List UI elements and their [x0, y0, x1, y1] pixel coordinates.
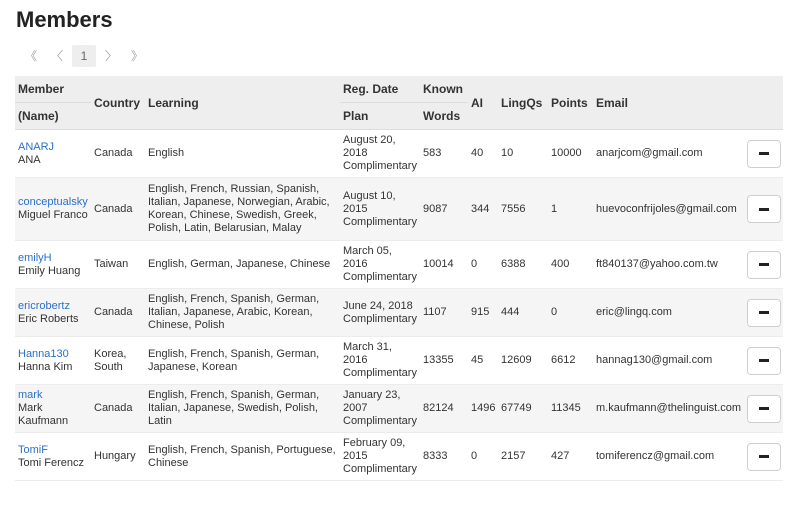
remove-member-button[interactable] — [747, 195, 781, 223]
email-cell: hannag130@gmail.com — [593, 337, 740, 385]
email-cell: anarjcom@gmail.com — [593, 130, 740, 178]
remove-member-button[interactable] — [747, 251, 781, 279]
learning-cell: English, French, Spanish, German, Italian, Japanese, Arabic, Korean, Chinese, Polish — [145, 289, 340, 337]
lingqs-cell: 444 — [498, 289, 548, 337]
reg-date-cell — [340, 241, 420, 289]
country-cell: Canada — [91, 178, 145, 241]
column-header-plan[interactable]: Plan — [340, 103, 420, 130]
minus-icon — [759, 152, 769, 155]
reg-date: February 09, 2015 — [343, 437, 406, 462]
ai-cell: 0 — [468, 433, 498, 481]
known-words-cell: 9087 — [420, 178, 468, 241]
column-header-words[interactable]: Words — [420, 103, 468, 130]
country-cell: Canada — [91, 289, 145, 337]
learning-cell: English, French, Spanish, German, Japanese, Korean — [145, 337, 340, 385]
lingqs-cell: 67749 — [498, 385, 548, 433]
table-row — [15, 385, 783, 433]
member-name: Eric Roberts — [18, 312, 79, 325]
reg-date-cell — [340, 385, 420, 433]
ai-cell: 344 — [468, 178, 498, 241]
table-row — [15, 433, 783, 481]
action-cell — [740, 337, 783, 385]
column-header-country[interactable]: Country — [91, 76, 145, 130]
reg-date: August 20, 2018 — [343, 134, 396, 159]
plan: Complimentary — [343, 415, 417, 427]
member-name: Emily Huang — [18, 264, 81, 277]
member-cell — [15, 178, 91, 241]
learning-cell: English, French, Russian, Spanish, Italian, Japanese, Norwegian, Arabic, Korean, Chinese, Swedish, Greek, Polish, Latin, Belarusian, Malay — [145, 178, 340, 241]
pagination — [20, 44, 148, 68]
country-cell: Canada — [91, 130, 145, 178]
table-row — [15, 178, 783, 241]
known-words-cell: 8333 — [420, 433, 468, 481]
email-cell: ft840137@yahoo.com.tw — [593, 241, 740, 289]
action-cell — [740, 385, 783, 433]
column-header-ai[interactable]: AI — [468, 76, 498, 130]
column-header-known[interactable]: Known — [420, 76, 468, 103]
reg-date-cell — [340, 433, 420, 481]
action-cell — [740, 433, 783, 481]
last-page-button[interactable]: 》 — [130, 49, 143, 63]
reg-date: August 10, 2015 — [343, 189, 396, 215]
remove-member-button[interactable] — [747, 443, 781, 471]
action-cell — [740, 241, 783, 289]
reg-date-cell — [340, 130, 420, 178]
action-cell — [740, 178, 783, 241]
plan: Complimentary — [343, 367, 417, 379]
remove-member-button[interactable] — [747, 347, 781, 375]
minus-icon — [759, 311, 769, 314]
reg-date-cell — [340, 337, 420, 385]
minus-icon — [759, 208, 769, 211]
table-row — [15, 130, 783, 178]
next-page-button[interactable]: 〉 — [104, 49, 117, 63]
email-cell: eric@lingq.com — [593, 289, 740, 337]
column-header-points[interactable]: Points — [548, 76, 593, 130]
member-cell — [15, 289, 91, 337]
learning-cell: English — [145, 130, 340, 178]
known-words-cell: 1107 — [420, 289, 468, 337]
remove-member-button[interactable] — [747, 140, 781, 168]
column-header-lingqs[interactable]: LingQs — [498, 76, 548, 130]
member-username-link[interactable]: ANARJ — [18, 140, 55, 153]
column-header-actions — [740, 76, 783, 130]
points-cell: 400 — [548, 241, 593, 289]
lingqs-cell: 6388 — [498, 241, 548, 289]
plan: Complimentary — [343, 271, 417, 283]
learning-cell: English, French, Spanish, German, Italian, Japanese, Swedish, Polish, Latin — [145, 385, 340, 433]
member-name: Hanna Kim — [18, 360, 73, 373]
learning-cell: English, French, Spanish, Portuguese, Chinese — [145, 433, 340, 481]
lingqs-cell: 2157 — [498, 433, 548, 481]
lingqs-cell: 12609 — [498, 337, 548, 385]
plan: Complimentary — [343, 160, 417, 172]
ai-cell: 40 — [468, 130, 498, 178]
points-cell: 11345 — [548, 385, 593, 433]
remove-member-button[interactable] — [747, 395, 781, 423]
column-header-reg-date[interactable]: Reg. Date — [340, 76, 420, 103]
reg-date: January 23, 2007 — [343, 389, 401, 414]
column-header-name[interactable]: (Name) — [15, 103, 91, 130]
points-cell: 427 — [548, 433, 593, 481]
learning-cell: English, German, Japanese, Chinese — [145, 241, 340, 289]
member-username-link[interactable]: TomiF — [18, 443, 48, 456]
members-table — [15, 76, 783, 481]
column-header-email[interactable]: Email — [593, 76, 740, 130]
member-username-link[interactable]: emilyH — [18, 251, 52, 264]
member-username-link[interactable]: ericrobertz — [18, 299, 70, 312]
minus-icon — [759, 407, 769, 410]
action-cell — [740, 289, 783, 337]
country-cell: Taiwan — [91, 241, 145, 289]
ai-cell: 915 — [468, 289, 498, 337]
member-username-link[interactable]: mark — [18, 389, 43, 401]
email-cell: huevoconfrijoles@gmail.com — [593, 178, 740, 241]
ai-cell: 0 — [468, 241, 498, 289]
points-cell: 10000 — [548, 130, 593, 178]
member-name: Miguel Franco — [18, 209, 88, 221]
lingqs-cell: 7556 — [498, 178, 548, 241]
column-header-member[interactable]: Member — [15, 76, 91, 103]
known-words-cell: 13355 — [420, 337, 468, 385]
country-cell: Hungary — [91, 433, 145, 481]
plan: Complimentary — [343, 312, 417, 325]
member-cell — [15, 433, 91, 481]
table-row — [15, 241, 783, 289]
known-words-cell: 82124 — [420, 385, 468, 433]
remove-member-button[interactable] — [747, 299, 781, 327]
reg-date-cell — [340, 289, 420, 337]
reg-date: March 05, 2016 — [343, 245, 392, 270]
table-row — [15, 337, 783, 385]
action-cell — [740, 130, 783, 178]
minus-icon — [759, 263, 769, 266]
known-words-cell: 583 — [420, 130, 468, 178]
plan: Complimentary — [343, 215, 417, 228]
member-name: Tomi Ferencz — [18, 456, 85, 469]
plan: Complimentary — [343, 463, 417, 475]
country-cell: Canada — [91, 385, 145, 433]
member-cell — [15, 130, 91, 178]
points-cell: 6612 — [548, 337, 593, 385]
member-name: ANA — [18, 153, 41, 166]
reg-date: June 24, 2018 — [343, 299, 413, 312]
email-cell: tomiferencz@gmail.com — [593, 433, 740, 481]
ai-cell: 45 — [468, 337, 498, 385]
member-username-link[interactable]: Hanna130 — [18, 347, 69, 360]
member-cell — [15, 241, 91, 289]
member-cell — [15, 385, 91, 433]
minus-icon — [759, 359, 769, 362]
table-row — [15, 289, 783, 337]
reg-date-cell — [340, 178, 420, 241]
reg-date: March 31, 2016 — [343, 341, 392, 366]
member-name: Mark Kaufmann — [18, 402, 69, 427]
member-cell — [15, 337, 91, 385]
ai-cell: 1496 — [468, 385, 498, 433]
points-cell: 0 — [548, 289, 593, 337]
minus-icon — [759, 455, 769, 458]
page-title: Members — [16, 7, 113, 32]
known-words-cell: 10014 — [420, 241, 468, 289]
page-number-current[interactable]: 1 — [72, 45, 96, 67]
points-cell: 1 — [548, 178, 593, 241]
email-cell: m.kaufmann@thelinguist.com — [593, 385, 740, 433]
column-header-learning[interactable]: Learning — [145, 76, 340, 130]
first-page-button[interactable]: 《 — [24, 49, 37, 63]
country-cell: Korea, South — [91, 337, 145, 385]
lingqs-cell: 10 — [498, 130, 548, 178]
previous-page-button[interactable]: 〈 — [50, 49, 63, 63]
member-username-link[interactable]: conceptualsky — [18, 196, 88, 208]
